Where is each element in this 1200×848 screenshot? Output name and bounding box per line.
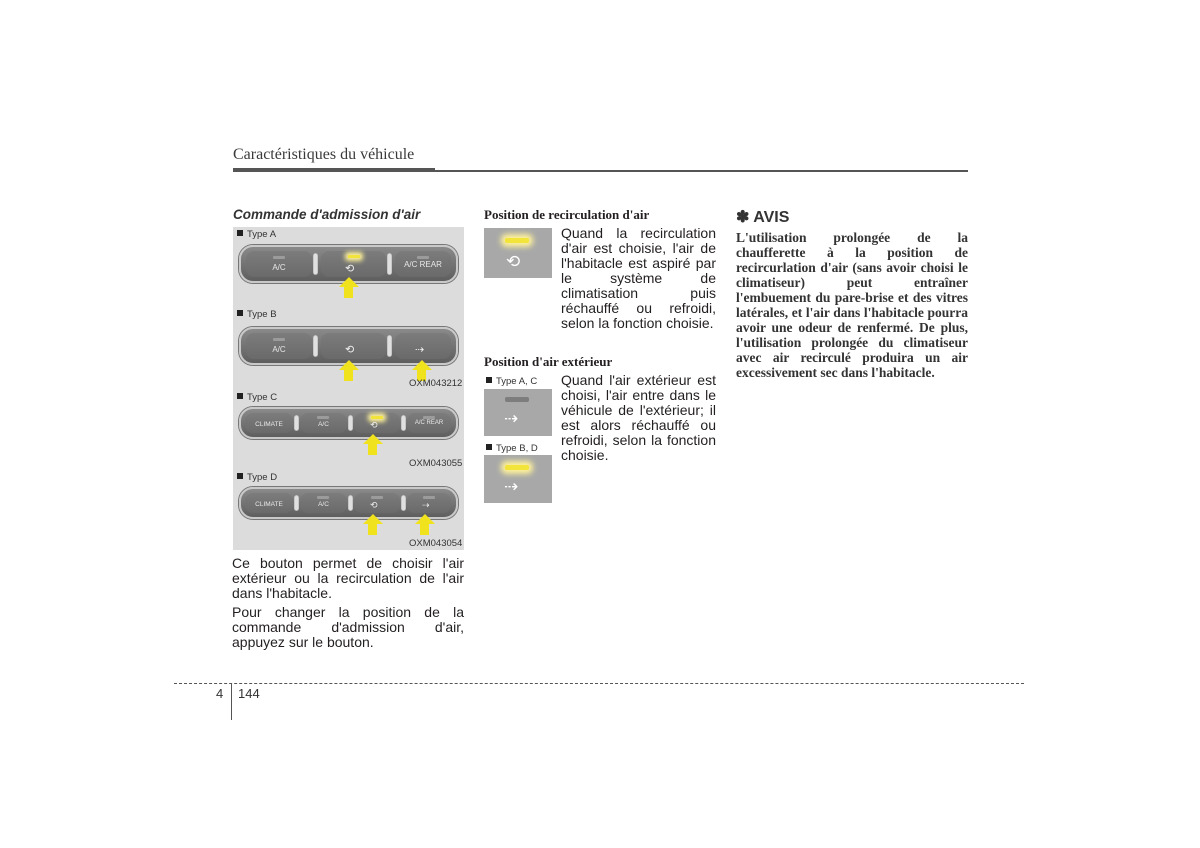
ac-button: A/C [246, 251, 312, 277]
chapter-number: 4 [216, 686, 224, 701]
recirc-button [321, 251, 386, 277]
body-paragraph: Pour changer la position de la commande d'admission d'air, appuyez sur le bouton. [232, 604, 464, 650]
type-label: Type C [237, 392, 277, 403]
fresh-air-button [407, 493, 451, 513]
header-rule-accent [233, 168, 435, 172]
ac-rear-button: A/C REAR [407, 413, 451, 433]
outside-air-heading: Position d'air extérieur [484, 354, 613, 369]
type-label: Type D [237, 472, 277, 483]
recirc-thumbnail [484, 228, 552, 278]
fresh-air-icon: ⇢ [504, 477, 519, 496]
recirc-heading: Position de recirculation d'air [484, 207, 650, 222]
avis-heading: ✽ AVIS [736, 209, 790, 226]
section-heading: Commande d'admission d'air [233, 207, 421, 222]
figure-type-d [233, 470, 464, 550]
recirc-button [354, 413, 400, 433]
ac-button: A/C [300, 413, 347, 433]
control-bar [239, 407, 458, 439]
figure-type-c [233, 390, 464, 470]
fresh-air-icon: ⇢ [422, 500, 430, 510]
body-paragraph: Ce bouton permet de choisir l'air extérieur ou la recirculation de l'air dans l'habitacle. [232, 555, 464, 601]
outside-air-description: Quand l'air extérieur est choisi, l'air entre dans le véhicule de l'extérieur; il est alors réchauffé ou refroidi, selon la fonction choisie. [561, 372, 716, 463]
figure-type-a [233, 227, 464, 307]
type-label: Type A, C [486, 376, 537, 387]
fresh-air-icon: ⇢ [415, 344, 425, 356]
ac-button: A/C [246, 333, 312, 359]
page-number: 144 [238, 686, 260, 701]
footer-divider [231, 684, 232, 720]
ac-rear-button: A/C REAR [395, 251, 451, 277]
figure-type-b [233, 307, 464, 390]
recirculation-icon: ⟲ [506, 252, 521, 271]
fresh-air-thumbnail-ac [484, 389, 552, 436]
type-label: Type B [237, 309, 277, 320]
recirculation-icon: ⟲ [370, 500, 378, 510]
recirculation-icon: ⟲ [370, 420, 378, 430]
figure-code: OXM043054 [409, 538, 463, 549]
recirculation-icon: ⟲ [345, 344, 355, 356]
running-header: Caractéristiques du véhicule [233, 146, 415, 163]
recirc-description: Quand la recirculation d'air est choisie, l'air de l'habitacle est aspiré par le système de climatisation puis réchauffé ou refroidi, selon la fonction choisie. [561, 225, 716, 331]
recirculation-icon: ⟲ [345, 263, 355, 275]
avis-text: L'utilisation prolongée de la chaufferette à la position de recircurlation d'air (sans avoir choisi le climatiseur) peut entraîner l'embuement du pare-brise et des vitres latérales, et l'air dans l'habitacle pourra avoir une odeur de renfermé. De plus, l'utilisation prolongée du climatiseur avec air recirculé produira un air excessivement sec dans l'habitacle. [736, 230, 968, 380]
climate-button: CLIMATE [245, 493, 293, 513]
type-label: Type A [237, 229, 276, 240]
fresh-air-icon: ⇢ [504, 409, 519, 428]
ac-button: A/C [300, 493, 347, 513]
footer-rule [174, 683, 1024, 684]
figure-code: OXM043055 [409, 458, 463, 469]
figure-code: OXM043212 [409, 378, 463, 389]
recirc-button [321, 333, 386, 359]
fresh-air-button [395, 333, 451, 359]
recirc-button [354, 493, 400, 513]
type-label: Type B, D [486, 443, 538, 454]
fresh-air-thumbnail-bd [484, 455, 552, 503]
climate-button: CLIMATE [245, 413, 293, 433]
